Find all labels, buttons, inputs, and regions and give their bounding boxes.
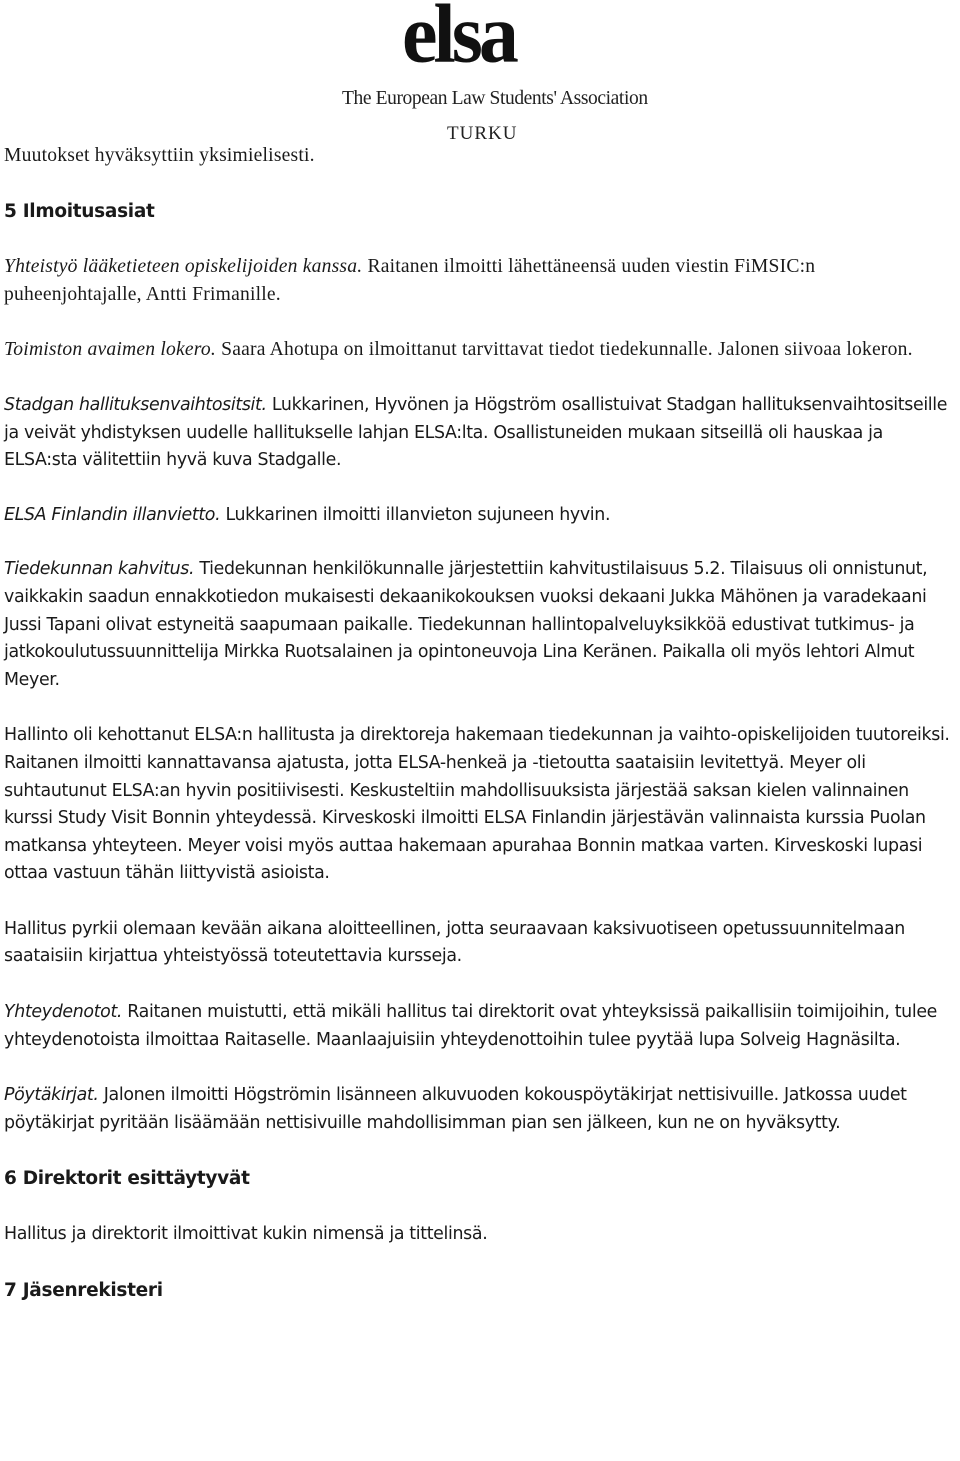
topic-label: Yhteistyö lääketieteen opiskelijoiden kanssa. — [4, 256, 363, 278]
paragraph-contacts: Yhteydenotot. Raitanen muistutti, että mikäli hallitus tai direktorit ovat yhteyksissä paikallisiin toimijoihin, tulee yhteydenotoista ilmoittaa Raitaselle. Maanlaajuisiin yhteydenottoihin tulee pyytää lupa Solveig Hagnäsilta. — [4, 1002, 938, 1050]
paragraph-minutes: Pöytäkirjat. Jalonen ilmoitti Högströmin lisänneen alkuvuoden kokouspöytäkirjat nettisivuille. Jatkossa uudet pöytäkirjat pyritään lisäämään nettisivuille mahdollisimman pian sen jälkeen, kun ne on hyväksytty. — [4, 1085, 907, 1133]
section-heading-7: 7 Jäsenrekisteri — [4, 1279, 163, 1301]
topic-label: Stadgan hallituksenvaihtositsit. — [4, 394, 267, 415]
topic-label: Pöytäkirjat. — [4, 1085, 99, 1106]
topic-label: ELSA Finlandin illanvietto. — [4, 504, 221, 525]
section-heading-6: 6 Direktorit esittäytyvät — [4, 1168, 250, 1190]
elsa-logo — [340, 0, 648, 150]
logo-city: TURKU — [447, 123, 518, 144]
paragraph-coffee: Tiedekunnan kahvitus. Tiedekunnan henkilökunnalle järjestettiin kahvitustilaisuus 5.2. Tilaisuus oli onnistunut, vaikkakin saadun ennakkotiedon mukaisesti dekaanikokouksen vuoksi dekaani Jukka Mähönen ja varadekaani Jussi Tapani olivat estyneitä saapumaan paikalle. Tiedekunnan hallintopalveluyksikköä edustivat tutkimus- ja jatkokoulutussuunnittelija Mirkka Ruotsalainen ja opintoneuvoja Lina Keränen. Paikalla oli myös lehtori Almut Meyer. — [4, 559, 928, 690]
paragraph-stadga: Stadgan hallituksenvaihtositsit. Lukkarinen, Hyvönen ja Högström osallistuivat Stadgan hallituksenvaihtositseille ja veivät yhdistyksen uudelle hallitukselle lahjan ELSA:lta. Osallistuneiden mukaan sitseillä oli hauskaa ja ELSA:sta välitettiin hyvä kuva Stadgalle. — [4, 394, 948, 471]
section-heading-5: 5 Ilmoitusasiat — [4, 200, 155, 222]
paragraph-keys: Toimiston avaimen lokero. Saara Ahotupa on ilmoittanut tarvittavat tiedot tiedekunnalle. Jalonen siivoaa lokeron. — [4, 339, 913, 361]
logo-wordmark: elsa — [402, 0, 515, 81]
paragraph-finland: ELSA Finlandin illanvietto. Lukkarinen ilmoitti illanvieton sujuneen hyvin. — [4, 504, 611, 525]
logo-subtitle: The European Law Students' Association — [342, 88, 648, 109]
topic-label: Tiedekunnan kahvitus. — [4, 559, 195, 580]
document-body — [4, 142, 958, 1304]
paragraph-introductions: Hallitus ja direktorit ilmoittivat kukin nimensä ja tittelinsä. — [4, 1224, 488, 1245]
paragraph-tutors: Hallinto oli kehottanut ELSA:n hallitusta ja direktoreja hakemaan tiedekunnan ja vaihto-opiskelijoiden tuutoreiksi. Raitanen ilmoitti kannattavansa ajatusta, jotta ELSA-henkeä ja -tietoutta saataisiin levitettyä. Meyer oli suhtautunut ELSA:an hyvin positiivisesti. Keskusteltiin mahdollisuuksista järjestää saksan kielen valinnainen kurssi Study Visit Bonnin yhteydessä. Kirveskoski ilmoitti ELSA Finlandin järjestävän valinnaista kurssia Puolan matkansa yhteyteen. Meyer voisi myös auttaa hakemaan apurahaa Bonnin matkaa varten. Kirveskoski lupasi ottaa vastuun tähän liittyvistä asioista. — [4, 725, 950, 884]
topic-label: Yhteydenotot. — [4, 1002, 123, 1023]
topic-label: Toimiston avaimen lokero. — [4, 339, 216, 361]
paragraph-curriculum: Hallitus pyrkii olemaan kevään aikana aloitteellinen, jotta seuraavaan kaksivuotiseen opetussuunnitelmaan saataisiin kirjattua yhteistyössä toteutettavia kursseja. — [4, 918, 905, 967]
paragraph-approved: Muutokset hyväksyttiin yksimielisesti. — [4, 145, 315, 166]
paragraph-cooperation: Yhteistyö lääketieteen opiskelijoiden kanssa. Raitanen ilmoitti lähettäneensä uuden viestin FiMSIC:n puheenjohtajalle, Antti Frimanille. — [4, 256, 816, 305]
